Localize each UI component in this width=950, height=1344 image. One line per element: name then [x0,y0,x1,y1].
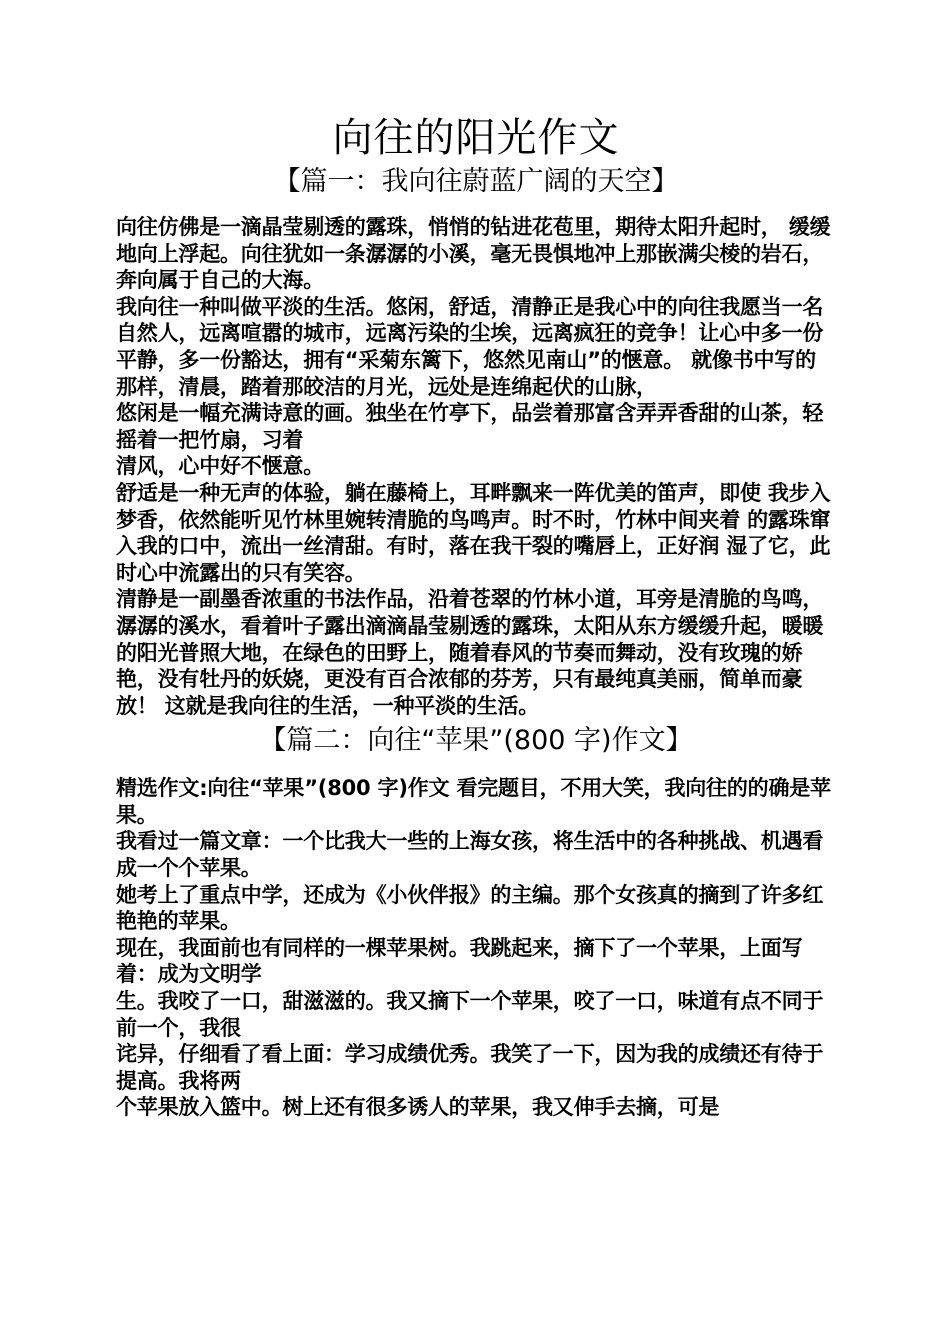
paragraph: 舒适是一种无声的体验，躺在藤椅上，耳畔飘来一阵优美的笛声，即使 我步入梦香，依然能听见竹林里婉转清脆的鸟鸣声。时不时，竹林中间夹着 的露珠窜入我的口中，流出一丝清甜。有时，落在我干裂的嘴唇上，正好润 湿了它，此时心中流露出的只有笑容。 [116,480,831,585]
paragraph: 我向往一种叫做平淡的生活。悠闲，舒适，清静正是我心中的向往我愿当一名自然人，远离喧嚣的城市，远离污染的尘埃，远离疯狂的竞争！让心中多一份平静，多一份豁达，拥有“采菊东篱下，悠然见南山”的惬意。 就像书中写的那样，清晨，踏着那皎洁的月光，远处是连绵起伏的山脉， [116,294,824,399]
paragraph: 现在，我面前也有同样的一棵苹果树。我跳起来，摘下了一个苹果，上面写着：成为文明学 [116,935,803,987]
section-two-heading: 【篇二：向往“苹果”(800 字)作文】 [259,725,693,757]
paragraph: 向往仿佛是一滴晶莹剔透的露珠，悄悄的钻进花苞里，期待太阳升起时， 缓缓地向上浮起。向往犹如一条潺潺的小溪，毫无畏惧地冲上那嵌满尖棱的岩石，奔向属于自己的大海。 [116,215,831,293]
paragraph: 精选作文:向往“苹果”(800 字)作文 看完题目，不用大笑，我向往的的确是苹果。 [116,776,831,827]
section-one-heading: 【篇一：我向往蔚蓝广阔的天空】 [273,166,679,197]
document-title: 向往的阳光作文 [332,115,620,161]
paragraph: 清静是一副墨香浓重的书法作品，沿着苍翠的竹林小道，耳旁是清脆的鸟鸣，潺潺的溪水，看着叶子露出滴滴晶莹剔透的露珠，太阳从东方缓缓升起，暖暖的阳光普照大地，在绿色的田野上，随着春风的节奏而舞动，没有玫瑰的娇艳，没有牡丹的妖娆，更没有百合浓郁的芬芳，只有最纯真美丽，简单而豪放！ 这就是我向往的生活，一种平淡的生活。 [116,587,824,718]
paragraph: 生。我咬了一口，甜滋滋的。我又摘下一个苹果，咬了一口，味道有点不同于前一个，我很 [116,989,824,1040]
paragraph: 她考上了重点中学，还成为《小伙伴报》的主编。那个女孩真的摘到了许多红艳艳的苹果。 [116,882,824,934]
paragraph: 清风，心中好不惬意。 [116,454,324,479]
paragraph: 诧异，仔细看了看上面：学习成绩优秀。我笑了一下，因为我的成绩还有待于提高。我将两 [116,1042,824,1093]
paragraph: 个苹果放入篮中。树上还有很多诱人的苹果，我又伸手去摘，可是 [116,1095,720,1120]
document-page [116,112,836,1121]
section-two-body [116,775,836,1121]
section-one-body [116,214,836,719]
paragraph: 我看过一篇文章：一个比我大一些的上海女孩，将生活中的各种挑战、机遇看成一个个苹果。 [116,829,824,881]
paragraph: 悠闲是一幅充满诗意的画。独坐在竹亭下，品尝着那富含弄弄香甜的山茶，轻摇着一把竹扇，习着 [116,401,824,452]
